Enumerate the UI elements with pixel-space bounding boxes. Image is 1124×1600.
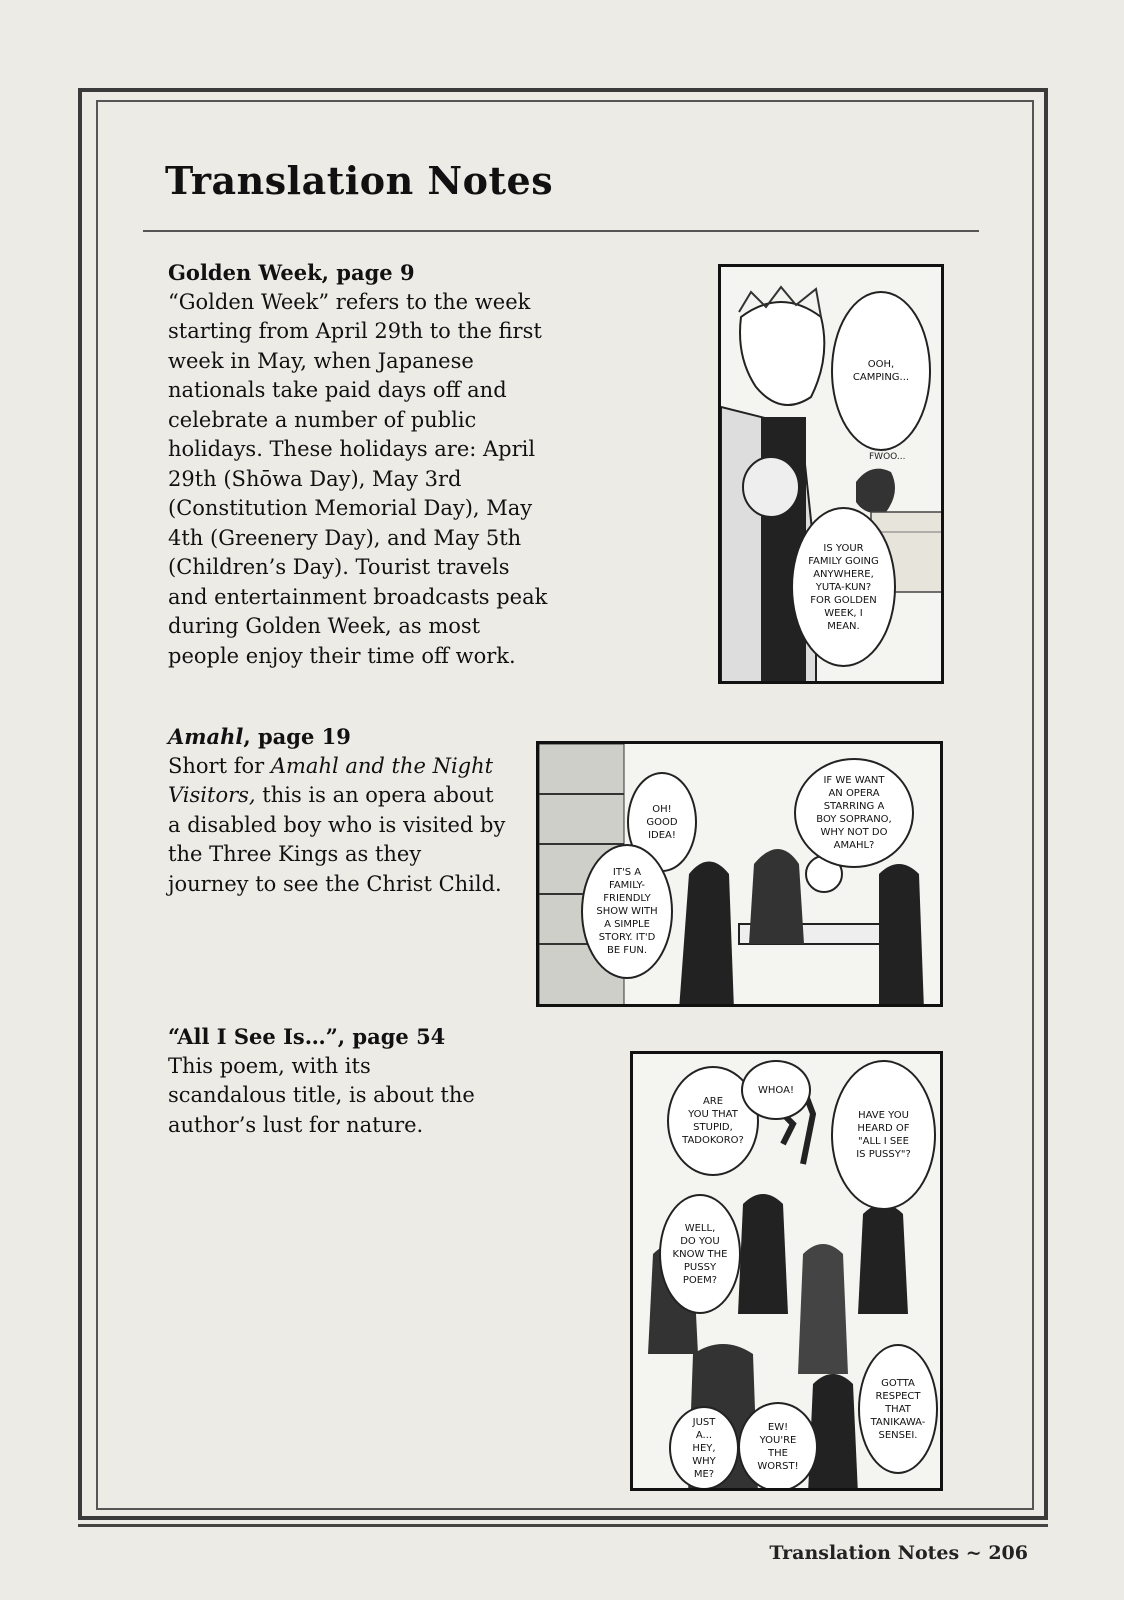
note-all-i-see-is bbox=[168, 1022, 488, 1140]
speech-bubble: IT'S A FAMILY- FRIENDLY SHOW WITH A SIMPLE STORY. IT'D BE FUN. bbox=[581, 844, 673, 979]
page-title: Translation Notes bbox=[165, 158, 554, 203]
speech-bubble: WHOA! bbox=[741, 1060, 811, 1120]
speech-bubble: JUST A... HEY, WHY ME? bbox=[669, 1406, 739, 1490]
note-body-prefix: Short for bbox=[168, 753, 271, 778]
speech-bubble: OOH, CAMPING... bbox=[831, 291, 931, 451]
speech-bubble: GOTTA RESPECT THAT TANIKAWA- SENSEI. bbox=[858, 1344, 938, 1474]
note-body: “Golden Week” refers to the week starting from April 29th to the first week in May, when Japanese nationals take paid days off and celebrate a number of public holidays. These holidays are: April 29th (Shōwa Day), May 3rd (Constitution Memorial Day), May 4th (Greenery Day), and May 5th (Children’s Day). Tourist travels and entertainment broadcasts peak during Golden Week, as most people enjoy their time off work. bbox=[168, 289, 548, 668]
note-heading bbox=[168, 722, 508, 752]
note-heading-italic: Amahl bbox=[168, 724, 244, 749]
note-body-italic: Amahl and the Night Visitors, bbox=[168, 753, 494, 807]
speech-bubble: HAVE YOU HEARD OF "ALL I SEE IS PUSSY"? bbox=[831, 1060, 936, 1210]
note-heading: “All I See Is…”, page 54 bbox=[168, 1024, 446, 1049]
note-golden-week bbox=[168, 258, 553, 671]
note-heading-rest: , page 19 bbox=[243, 724, 351, 749]
speech-bubble: ARE YOU THAT STUPID, TADOKORO? bbox=[667, 1066, 759, 1176]
page-border-bottom bbox=[78, 1524, 1048, 1527]
speech-bubble: IF WE WANT AN OPERA STARRING A BOY SOPRANO, WHY NOT DO AMAHL? bbox=[794, 758, 914, 868]
manga-panel-pussy-poem bbox=[630, 1051, 943, 1491]
title-divider bbox=[143, 230, 979, 232]
manga-panel-camping bbox=[718, 264, 944, 684]
note-heading: Golden Week, page 9 bbox=[168, 260, 415, 285]
speech-bubble: IS YOUR FAMILY GOING ANYWHERE, YUTA-KUN? FOR GOLDEN WEEK, I MEAN. bbox=[791, 507, 896, 667]
page-footer: Translation Notes ~ 206 bbox=[769, 1542, 1028, 1564]
speech-bubble: OH! GOOD IDEA! bbox=[627, 772, 697, 872]
speech-bubble: EW! YOU'RE THE WORST! bbox=[738, 1402, 818, 1491]
note-body-rest: this is an opera about a disabled boy who is visited by the Three Kings as they journey to see the Christ Child. bbox=[168, 783, 506, 896]
manga-panel-amahl bbox=[536, 741, 943, 1007]
note-amahl bbox=[168, 722, 508, 899]
note-body bbox=[168, 752, 508, 900]
sound-effect: FWOO... bbox=[869, 452, 906, 462]
note-body: This poem, with its scandalous title, is about the author’s lust for nature. bbox=[168, 1053, 475, 1137]
speech-bubble: WELL, DO YOU KNOW THE PUSSY POEM? bbox=[659, 1194, 741, 1314]
